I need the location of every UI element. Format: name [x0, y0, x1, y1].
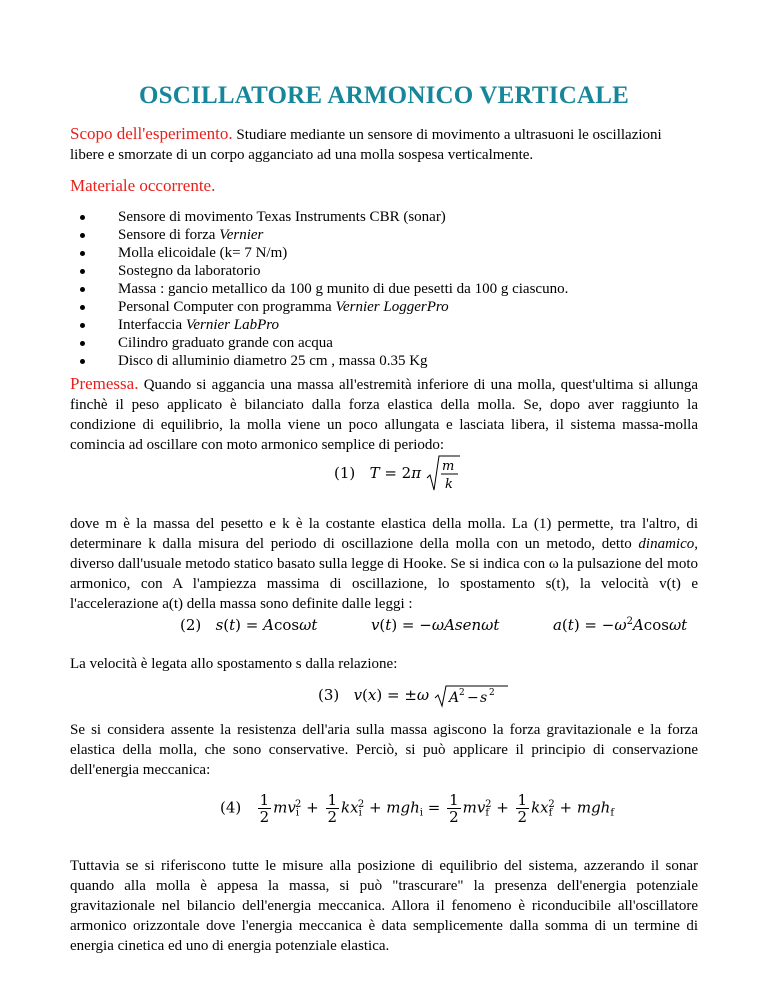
- svg-text:s: s: [479, 690, 488, 706]
- formula-number: (3): [318, 686, 340, 704]
- sqrt-symbol: [434, 684, 508, 708]
- svg-text:m: m: [441, 459, 455, 474]
- bullet-icon: [80, 287, 85, 292]
- svg-text:−: −: [466, 690, 479, 706]
- bullet-icon: [80, 359, 85, 364]
- svg-text:k: k: [444, 477, 453, 492]
- materiale-heading-wrap: [70, 176, 698, 197]
- formula-number: (2): [180, 616, 202, 634]
- bullet-icon: [80, 269, 85, 274]
- list-item: Sensore di movimento Texas Instruments CBR (sonar): [70, 208, 568, 226]
- paragraph-1: dove m è la massa del pesetto e k è la costante elastica della molla. La (1) permette, tra l'altro, di determinare k dalla misura del periodo di oscillazione della molla con un metodo, detto dinamico, diverso dall'usuale metodo statico basato sulla legge di Hooke. Se si indica con ω la pulsazione del moto armonico, con A l'ampiezza massima di oscillazione, lo spostamento s(t), la velocità v(t) e l'accelerazione a(t) della massa sono definite dalle leggi :: [70, 516, 698, 612]
- sqrt-symbol: [426, 454, 460, 494]
- page-title: OSCILLATORE ARMONICO VERTICALE: [139, 82, 629, 109]
- formula-4: (4) $\frac{1}{2}$ $mv_i^2$ + $\frac{1}{2}$ $kx_i^2 + mgh_i$ = $\frac{1}{2}$ $mv_f^2$ + $\frac{1}{2}$ $kx_f^2 + mgh_f$: [220, 791, 615, 826]
- formula-1: (1) T = 2π m k: [334, 454, 460, 494]
- paragraph-4: Tuttavia se si riferiscono tutte le misure alla posizione di equilibrio del sistema, azzerando il sonar quando alla molla è appesa la massa, si può "trascurare" la presenza dell'energia potenziale gravitazionale nel bilancio dell'energia meccanica. Allora il fenomeno è riconducibile all'oscillatore armonico orizzontale dove l'energia meccanica è data semplicemente dalla somma di un termine di energia cinetica ed uno di energia potenziale elastica.: [70, 858, 698, 954]
- list-item: Sensore di forza Vernier: [70, 226, 568, 244]
- formula-number: (4): [220, 798, 242, 817]
- formula-3: (3) v(x) = ±ω A 2 − s 2: [318, 684, 508, 708]
- list-item: Massa : gancio metallico da 100 g munito di due pesetti da 100 g ciascuno.: [70, 280, 568, 298]
- bullet-icon: [80, 341, 85, 346]
- materiale-list: [70, 208, 568, 370]
- paragraph-3: Se si considera assente la resistenza dell'aria sulla massa agiscono la forza gravitazionale e la forza elastica della molla, che sono conservative. Perciò, si può applicare il principio di conservazione dell'energia meccanica:: [70, 722, 698, 778]
- list-item: Personal Computer con programma Vernier LoggerPro: [70, 298, 568, 316]
- bullet-icon: [80, 251, 85, 256]
- formula-number: (1): [334, 464, 356, 482]
- scopo-section: [70, 124, 698, 165]
- bullet-icon: [80, 215, 85, 220]
- paragraph-2: La velocità è legata allo spostamento s dalla relazione:: [70, 656, 398, 672]
- bullet-icon: [80, 233, 85, 238]
- scopo-heading: Scopo dell'esperimento.: [70, 124, 233, 143]
- premessa-text: Quando si aggancia una massa all'estremità inferiore di una molla, quest'ultima si allunga finchè il peso applicato è bilanciato dalla forza elastica della molla. Se, dopo aver raggiunto la condizione di equilibrio, la molla viene un poco allungata e lasciata libera, il sistema massa-molla comincia ad oscillare con moto armonico semplice di periodo:: [70, 377, 698, 453]
- svg-text:2: 2: [458, 688, 465, 698]
- list-item: Cilindro graduato grande con acqua: [70, 334, 568, 352]
- scopo-text-1: Studiare mediante un sensore di movimento a ultrasuoni le oscillazioni: [236, 127, 662, 143]
- list-item: Disco di alluminio diametro 25 cm , massa 0.35 Kg: [70, 352, 568, 370]
- materiale-heading: Materiale occorrente.: [70, 176, 216, 195]
- bullet-icon: [80, 305, 85, 310]
- premessa-heading: Premessa.: [70, 374, 139, 393]
- formula-2: (2) s(t) = Acosωt v(t) = −ωAsenωt $a(t) = -\omega^2Acos\omega t$: [180, 616, 688, 634]
- list-item: Sostegno da laboratorio: [70, 262, 568, 280]
- list-item: Interfaccia Vernier LabPro: [70, 316, 568, 334]
- svg-text:2: 2: [488, 688, 495, 698]
- list-item: Molla elicoidale (k= 7 N/m): [70, 244, 568, 262]
- svg-text:A: A: [448, 690, 460, 706]
- bullet-icon: [80, 323, 85, 328]
- premessa-paragraph: [70, 374, 698, 455]
- scopo-text-2: libere e smorzate di un corpo agganciato ad una molla sospesa verticalmente.: [70, 147, 534, 163]
